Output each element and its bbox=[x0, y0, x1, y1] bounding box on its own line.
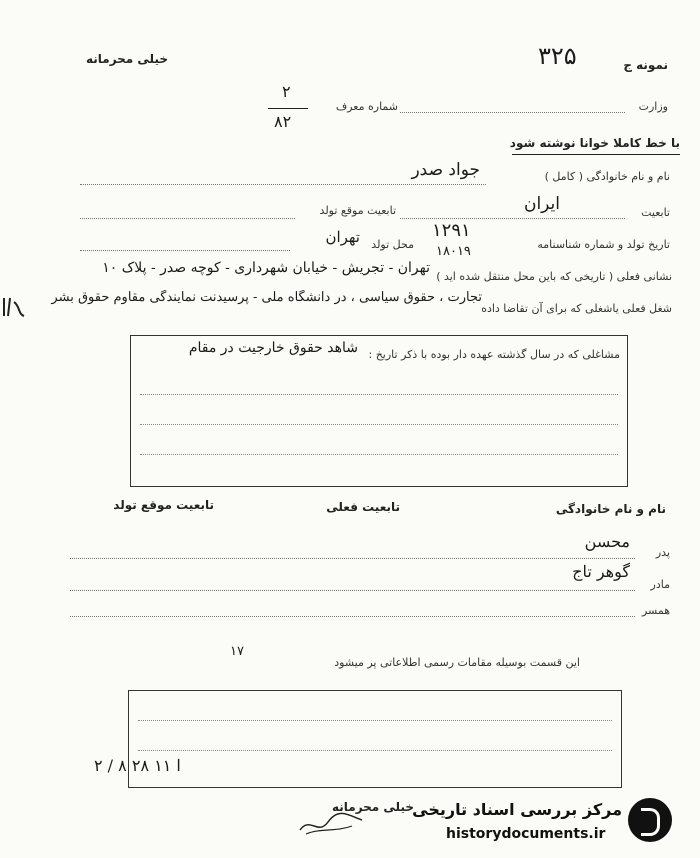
ref-bottom: ۸۲ bbox=[274, 112, 292, 131]
footer-org-name: مرکز بررسی اسناد تاریخی bbox=[412, 800, 622, 819]
job-label: شغل فعلی یاشغلی که برای آن تقاضا داده bbox=[481, 302, 672, 315]
margin-mark bbox=[0, 296, 30, 320]
family-row-line bbox=[70, 616, 635, 617]
family-row-line bbox=[70, 590, 635, 591]
past-jobs-value: شاهد حقوق خارجیت در مقام bbox=[188, 340, 358, 356]
birth-nationality-line bbox=[80, 218, 295, 219]
nationality-line bbox=[400, 218, 625, 219]
official-row-line bbox=[138, 720, 612, 721]
ministry-line bbox=[400, 112, 625, 113]
official-row-line bbox=[138, 750, 612, 751]
birth-nationality-label: تابعیت موقع تولد bbox=[319, 204, 396, 217]
official-note: این قسمت بوسیله مقامات رسمی اطلاعاتی پر میشود bbox=[334, 656, 580, 669]
name-value: جواد صدر bbox=[411, 160, 480, 180]
family-row-label-spouse: همسر bbox=[641, 604, 670, 617]
instruction: با خط کاملا خوانا نوشته شود bbox=[509, 136, 680, 150]
address-value: تهران - تجریش - خیابان شهرداری - کوچه صدر - پلاک ۱۰ bbox=[102, 260, 430, 276]
family-row-value-mother: گوهر تاج bbox=[572, 562, 630, 581]
official-box bbox=[128, 690, 622, 788]
ref-top: ۲ bbox=[282, 82, 291, 101]
address-label: نشانی فعلی ( تاریخی که باین محل منتقل شده اید ) bbox=[436, 270, 672, 283]
official-side-mark: ۱۷ bbox=[230, 644, 244, 659]
form-number: ۳۲۵ bbox=[538, 42, 577, 70]
classification-top: خیلی محرمانه bbox=[85, 52, 168, 66]
birth-id-value: ۱۸۰۱۹ bbox=[436, 244, 471, 259]
signature-scribble bbox=[296, 806, 366, 838]
ref-label: شماره معرف bbox=[335, 100, 398, 113]
past-jobs-row-line bbox=[140, 454, 618, 455]
family-row-label-father: پدر bbox=[655, 546, 670, 559]
birthplace-value: تهران bbox=[325, 228, 360, 246]
nationality-label: تابعیت bbox=[641, 206, 670, 219]
nationality-value: ایران bbox=[523, 194, 560, 214]
birth-label: تاریخ تولد و شماره شناسنامه bbox=[537, 238, 670, 251]
classification-bottom: خیلی محرمانه bbox=[331, 800, 414, 814]
job-value: تجارت ، حقوق سیاسی ، در دانشگاه ملی - پرسیدنت نمایندگی مقاوم حقوق بشر bbox=[51, 290, 482, 305]
instruction-underline bbox=[512, 154, 680, 155]
birth-date-value: ۱۲۹۱ bbox=[432, 220, 471, 241]
family-row-line bbox=[70, 558, 635, 559]
birthplace-line bbox=[80, 250, 290, 251]
col-name-header: نام و نام خانوادگی bbox=[555, 502, 666, 516]
past-jobs-label: مشاغلی که در سال گذشته عهده دار بوده با ذکر تاریخ : bbox=[368, 348, 620, 361]
name-label: نام و نام خانوادگی ( کامل ) bbox=[544, 170, 670, 183]
birthplace-label: محل تولد bbox=[371, 238, 414, 251]
col-current-header: تابعیت فعلی bbox=[326, 500, 400, 514]
past-jobs-row-line bbox=[140, 424, 618, 425]
footer-site: historydocuments.ir bbox=[446, 826, 606, 842]
family-row-value-father: محسن bbox=[584, 532, 630, 551]
past-jobs-row-line bbox=[140, 394, 618, 395]
org-logo-icon bbox=[628, 798, 672, 842]
official-box-value: ۲ / ۸ ا ۱۱ ۲۸ bbox=[94, 756, 181, 775]
ref-fraction-line bbox=[268, 108, 308, 109]
col-birth-header: تابعیت موقع تولد bbox=[113, 498, 214, 512]
name-line bbox=[80, 184, 486, 185]
family-row-label-mother: مادر bbox=[650, 578, 670, 591]
ministry-label: وزارت bbox=[638, 100, 668, 113]
form-label: نمونه ج bbox=[623, 58, 668, 72]
